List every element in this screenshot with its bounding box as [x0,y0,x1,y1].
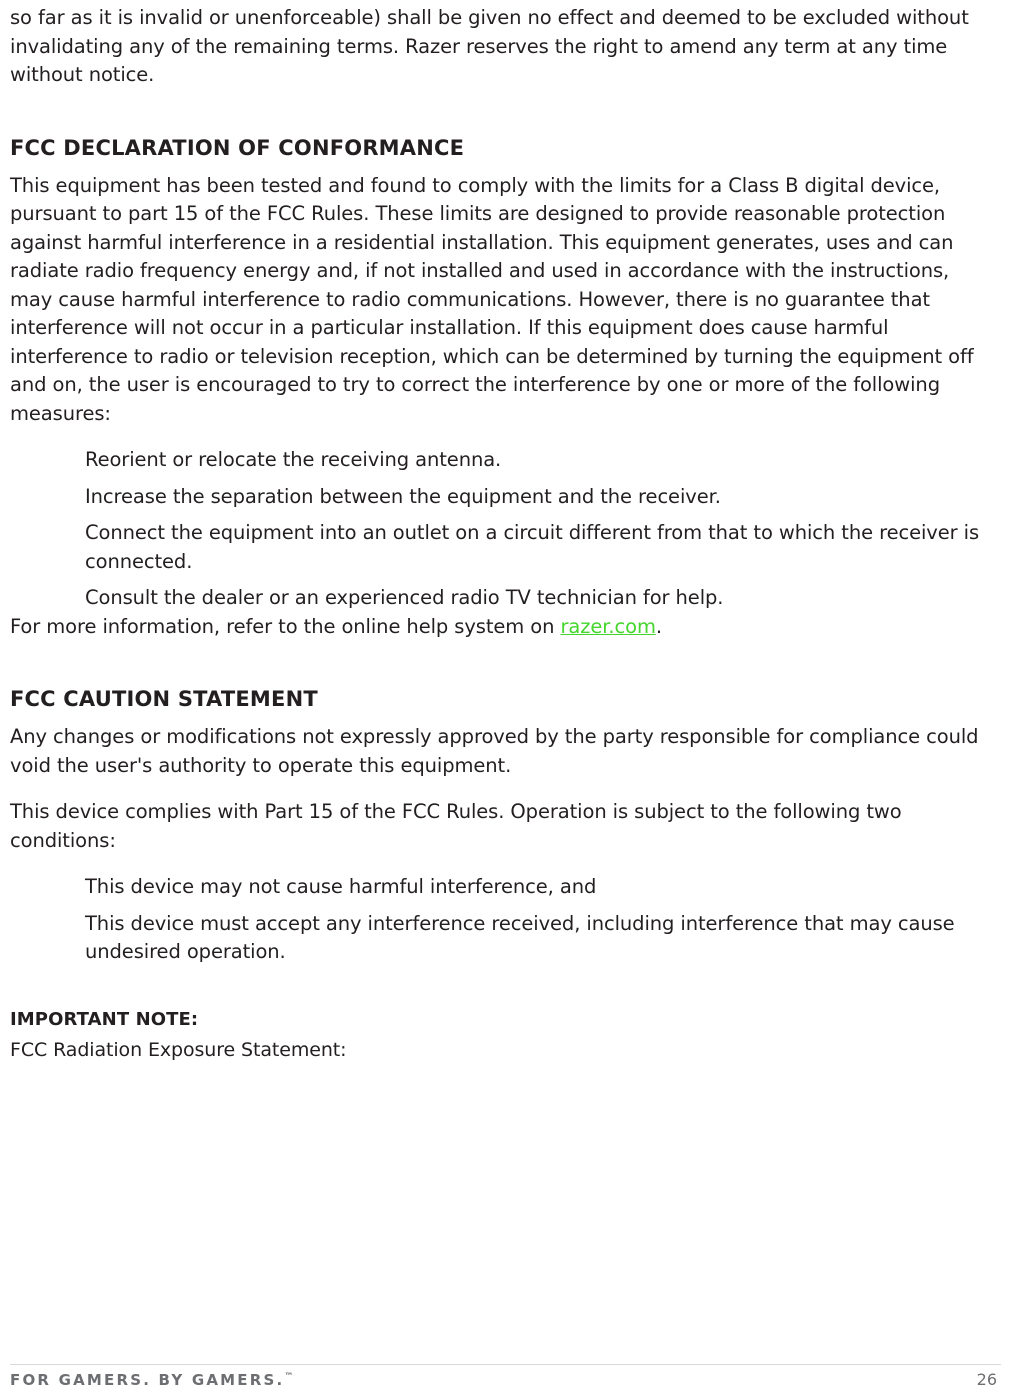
fcc-declaration-bullets [10,446,990,613]
intro-paragraph: so far as it is invalid or unenforceable) shall be given no effect and deemed to be excluded without invalidating any of the remaining terms. Razer reserves the right to amend any term at any time without notice. [10,6,969,86]
section-heading-fcc-caution: FCC CAUTION STATEMENT [10,687,318,711]
footer-divider [10,1364,1001,1365]
spacer [10,993,990,1007]
razer-com-link[interactable]: razer.com [560,614,656,638]
spacer [10,967,990,993]
important-note-label: IMPORTANT NOTE: [10,1008,199,1030]
list-item: Reorient or relocate the receiving antenna. [85,448,502,471]
section-heading-fcc-declaration: FCC DECLARATION OF CONFORMANCE [10,135,465,160]
fcc-declaration-body: This equipment has been tested and found to comply with the limits for a Class B digital device, pursuant to part 15 of the FCC Rules. These limits are designed to provide reasonable protection against harmful interference in a residential installation. This equipment generates, uses and can radiate radio frequency energy and, if not installed and used in accordance with the instructions, may cause harmful interference to radio communications. However, there is no guarantee that interference will not occur in a particular installation. If this equipment does cause harmful interference to radio or television reception, which can be determined by turning the equipment off and on, the user is encouraged to try to correct the interference by one or more of the following measures: [10,173,974,425]
important-note-text: FCC Radiation Exposure Statement: [10,1038,347,1061]
list-item: This device may not cause harmful interference, and [85,875,597,898]
spacer [10,659,990,685]
spacer [10,108,990,134]
list-item: This device must accept any interference received, including interference that may cause undesired operation. [85,911,955,963]
fcc-caution-bullets [10,873,990,967]
fcc-caution-paragraph-1: Any changes or modifications not expressly approved by the party responsible for compliance could void the user's authority to operate this equipment. [10,725,979,777]
closing-suffix-text: . [655,614,662,638]
page-content [10,4,990,1064]
fcc-declaration-closing [10,613,990,642]
fcc-caution-paragraph-2: This device complies with Part 15 of the FCC Rules. Operation is subject to the following two conditions: [10,800,902,852]
footer-brand-text: FOR GAMERS. BY GAMERS. [10,1371,285,1389]
closing-prefix-text: For more information, refer to the online help system on [10,614,561,638]
list-item: Increase the separation between the equipment and the receiver. [85,484,721,508]
footer-brand [10,1371,293,1389]
footer-page-number: 26 [976,1370,997,1389]
page-footer [0,1351,1011,1395]
trademark-symbol: ™ [284,1372,294,1382]
list-item: Consult the dealer or an experienced radio TV technician for help. [85,586,724,609]
list-item: Connect the equipment into an outlet on a circuit different from that to which the receiver is connected. [85,521,980,573]
